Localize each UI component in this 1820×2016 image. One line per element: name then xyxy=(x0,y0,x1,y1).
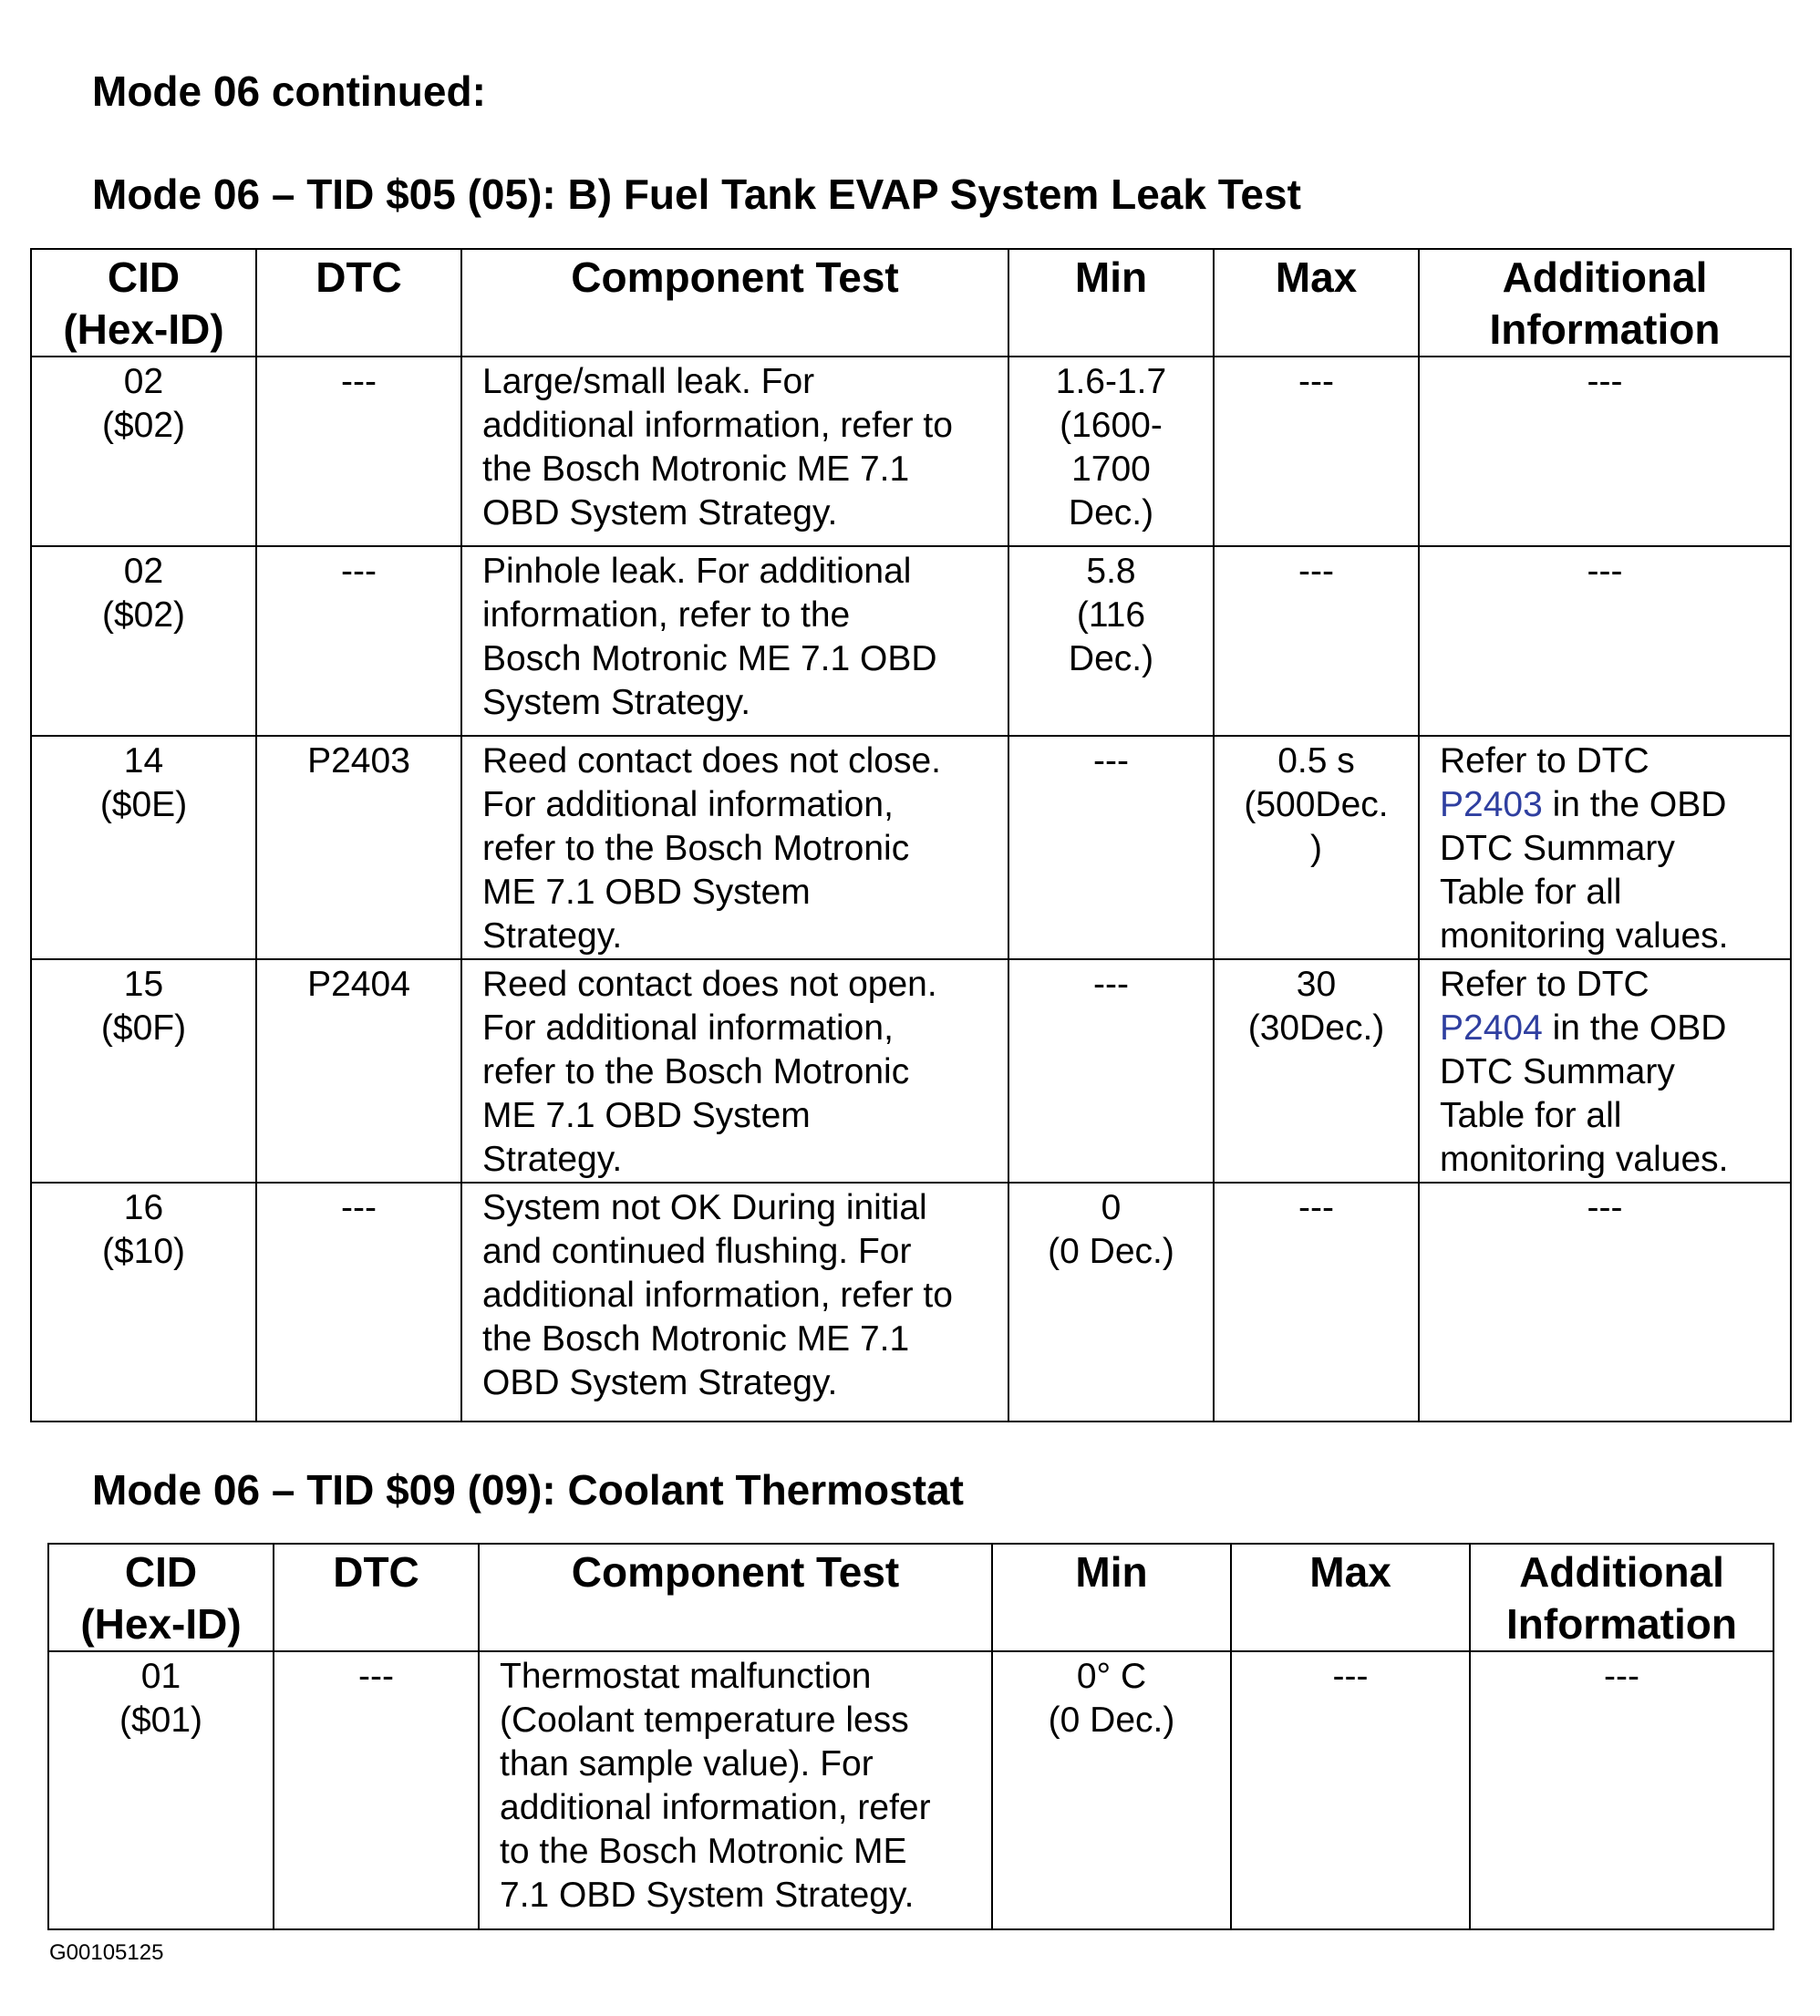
cell-max: --- xyxy=(1214,1183,1419,1422)
cell-additional-info xyxy=(1419,736,1791,959)
col-header-component-test: Component Test xyxy=(479,1544,992,1651)
cell-cid: 01 ($01) xyxy=(48,1651,274,1929)
table-row xyxy=(31,357,1791,546)
cell-max: --- xyxy=(1214,546,1419,736)
info-text-post: in the OBD DTC Summary Table for all monitoring values. xyxy=(1440,785,1729,956)
cell-component-test: Thermostat malfunction (Coolant temperature less than sample value). For additional information, refer to the Bosch Motronic ME 7.1 OBD System Strategy. xyxy=(479,1651,992,1929)
cell-min: 1.6-1.7 (1600- 1700 Dec.) xyxy=(1008,357,1214,546)
col-header-additional-info: Additional Information xyxy=(1470,1544,1773,1651)
table-row xyxy=(31,1183,1791,1422)
info-text-post: in the OBD DTC Summary Table for all monitoring values. xyxy=(1440,1008,1729,1179)
cell-cid: 02 ($02) xyxy=(31,357,256,546)
cell-cid: 14 ($0E) xyxy=(31,736,256,959)
cell-dtc: P2404 xyxy=(256,959,461,1183)
cell-dtc: --- xyxy=(274,1651,479,1929)
cell-component-test: System not OK During initial and continued flushing. For additional information, refer to the Bosch Motronic ME 7.1 OBD System Strategy. xyxy=(461,1183,1008,1422)
cell-additional-info: --- xyxy=(1419,546,1791,736)
table-row xyxy=(48,1651,1773,1929)
dtc-p2403-link[interactable]: P2403 xyxy=(1440,785,1543,824)
col-header-cid: CID (Hex-ID) xyxy=(31,249,256,357)
coolant-thermostat-table xyxy=(47,1543,1774,1930)
table1-title: Mode 06 – TID $05 (05): B) Fuel Tank EVAP System Leak Test xyxy=(92,171,1301,218)
table-row xyxy=(31,546,1791,736)
cell-max: 0.5 s (500Dec. ) xyxy=(1214,736,1419,959)
cell-additional-info: --- xyxy=(1419,357,1791,546)
table2-title: Mode 06 – TID $09 (09): Coolant Thermostat xyxy=(92,1466,964,1514)
dtc-p2404-link[interactable]: P2404 xyxy=(1440,1008,1543,1048)
table-row xyxy=(31,736,1791,959)
col-header-component-test: Component Test xyxy=(461,249,1008,357)
col-header-max: Max xyxy=(1231,1544,1470,1651)
cell-max: --- xyxy=(1231,1651,1470,1929)
cell-min: --- xyxy=(1008,736,1214,959)
table-header-row xyxy=(31,249,1791,357)
col-header-cid: CID (Hex-ID) xyxy=(48,1544,274,1651)
cell-dtc: --- xyxy=(256,357,461,546)
cell-min: 0° C (0 Dec.) xyxy=(992,1651,1231,1929)
cell-component-test: Reed contact does not open. For additional information, refer to the Bosch Motronic ME 7.1 OBD System Strategy. xyxy=(461,959,1008,1183)
col-header-additional-info: Additional Information xyxy=(1419,249,1791,357)
col-header-min: Min xyxy=(1008,249,1214,357)
info-text-pre: Refer to DTC xyxy=(1440,741,1649,781)
info-text-pre: Refer to DTC xyxy=(1440,965,1649,1004)
cell-min: --- xyxy=(1008,959,1214,1183)
cell-max: 30 (30Dec.) xyxy=(1214,959,1419,1183)
cell-dtc: --- xyxy=(256,1183,461,1422)
figure-code: G00105125 xyxy=(49,1940,164,1965)
col-header-min: Min xyxy=(992,1544,1231,1651)
cell-cid: 15 ($0F) xyxy=(31,959,256,1183)
table-row xyxy=(31,959,1791,1183)
col-header-dtc: DTC xyxy=(256,249,461,357)
cell-min: 0 (0 Dec.) xyxy=(1008,1183,1214,1422)
cell-cid: 16 ($10) xyxy=(31,1183,256,1422)
cell-component-test: Reed contact does not close. For additional information, refer to the Bosch Motronic ME 7.1 OBD System Strategy. xyxy=(461,736,1008,959)
col-header-max: Max xyxy=(1214,249,1419,357)
page-heading-continued: Mode 06 continued: xyxy=(92,67,486,115)
cell-max: --- xyxy=(1214,357,1419,546)
cell-additional-info: --- xyxy=(1419,1183,1791,1422)
evap-leak-test-table xyxy=(30,248,1792,1422)
cell-min: 5.8 (116 Dec.) xyxy=(1008,546,1214,736)
cell-dtc: P2403 xyxy=(256,736,461,959)
cell-component-test: Large/small leak. For additional information, refer to the Bosch Motronic ME 7.1 OBD System Strategy. xyxy=(461,357,1008,546)
col-header-dtc: DTC xyxy=(274,1544,479,1651)
cell-dtc: --- xyxy=(256,546,461,736)
cell-additional-info: --- xyxy=(1470,1651,1773,1929)
cell-component-test: Pinhole leak. For additional information, refer to the Bosch Motronic ME 7.1 OBD System Strategy. xyxy=(461,546,1008,736)
cell-additional-info xyxy=(1419,959,1791,1183)
cell-cid: 02 ($02) xyxy=(31,546,256,736)
table-header-row xyxy=(48,1544,1773,1651)
